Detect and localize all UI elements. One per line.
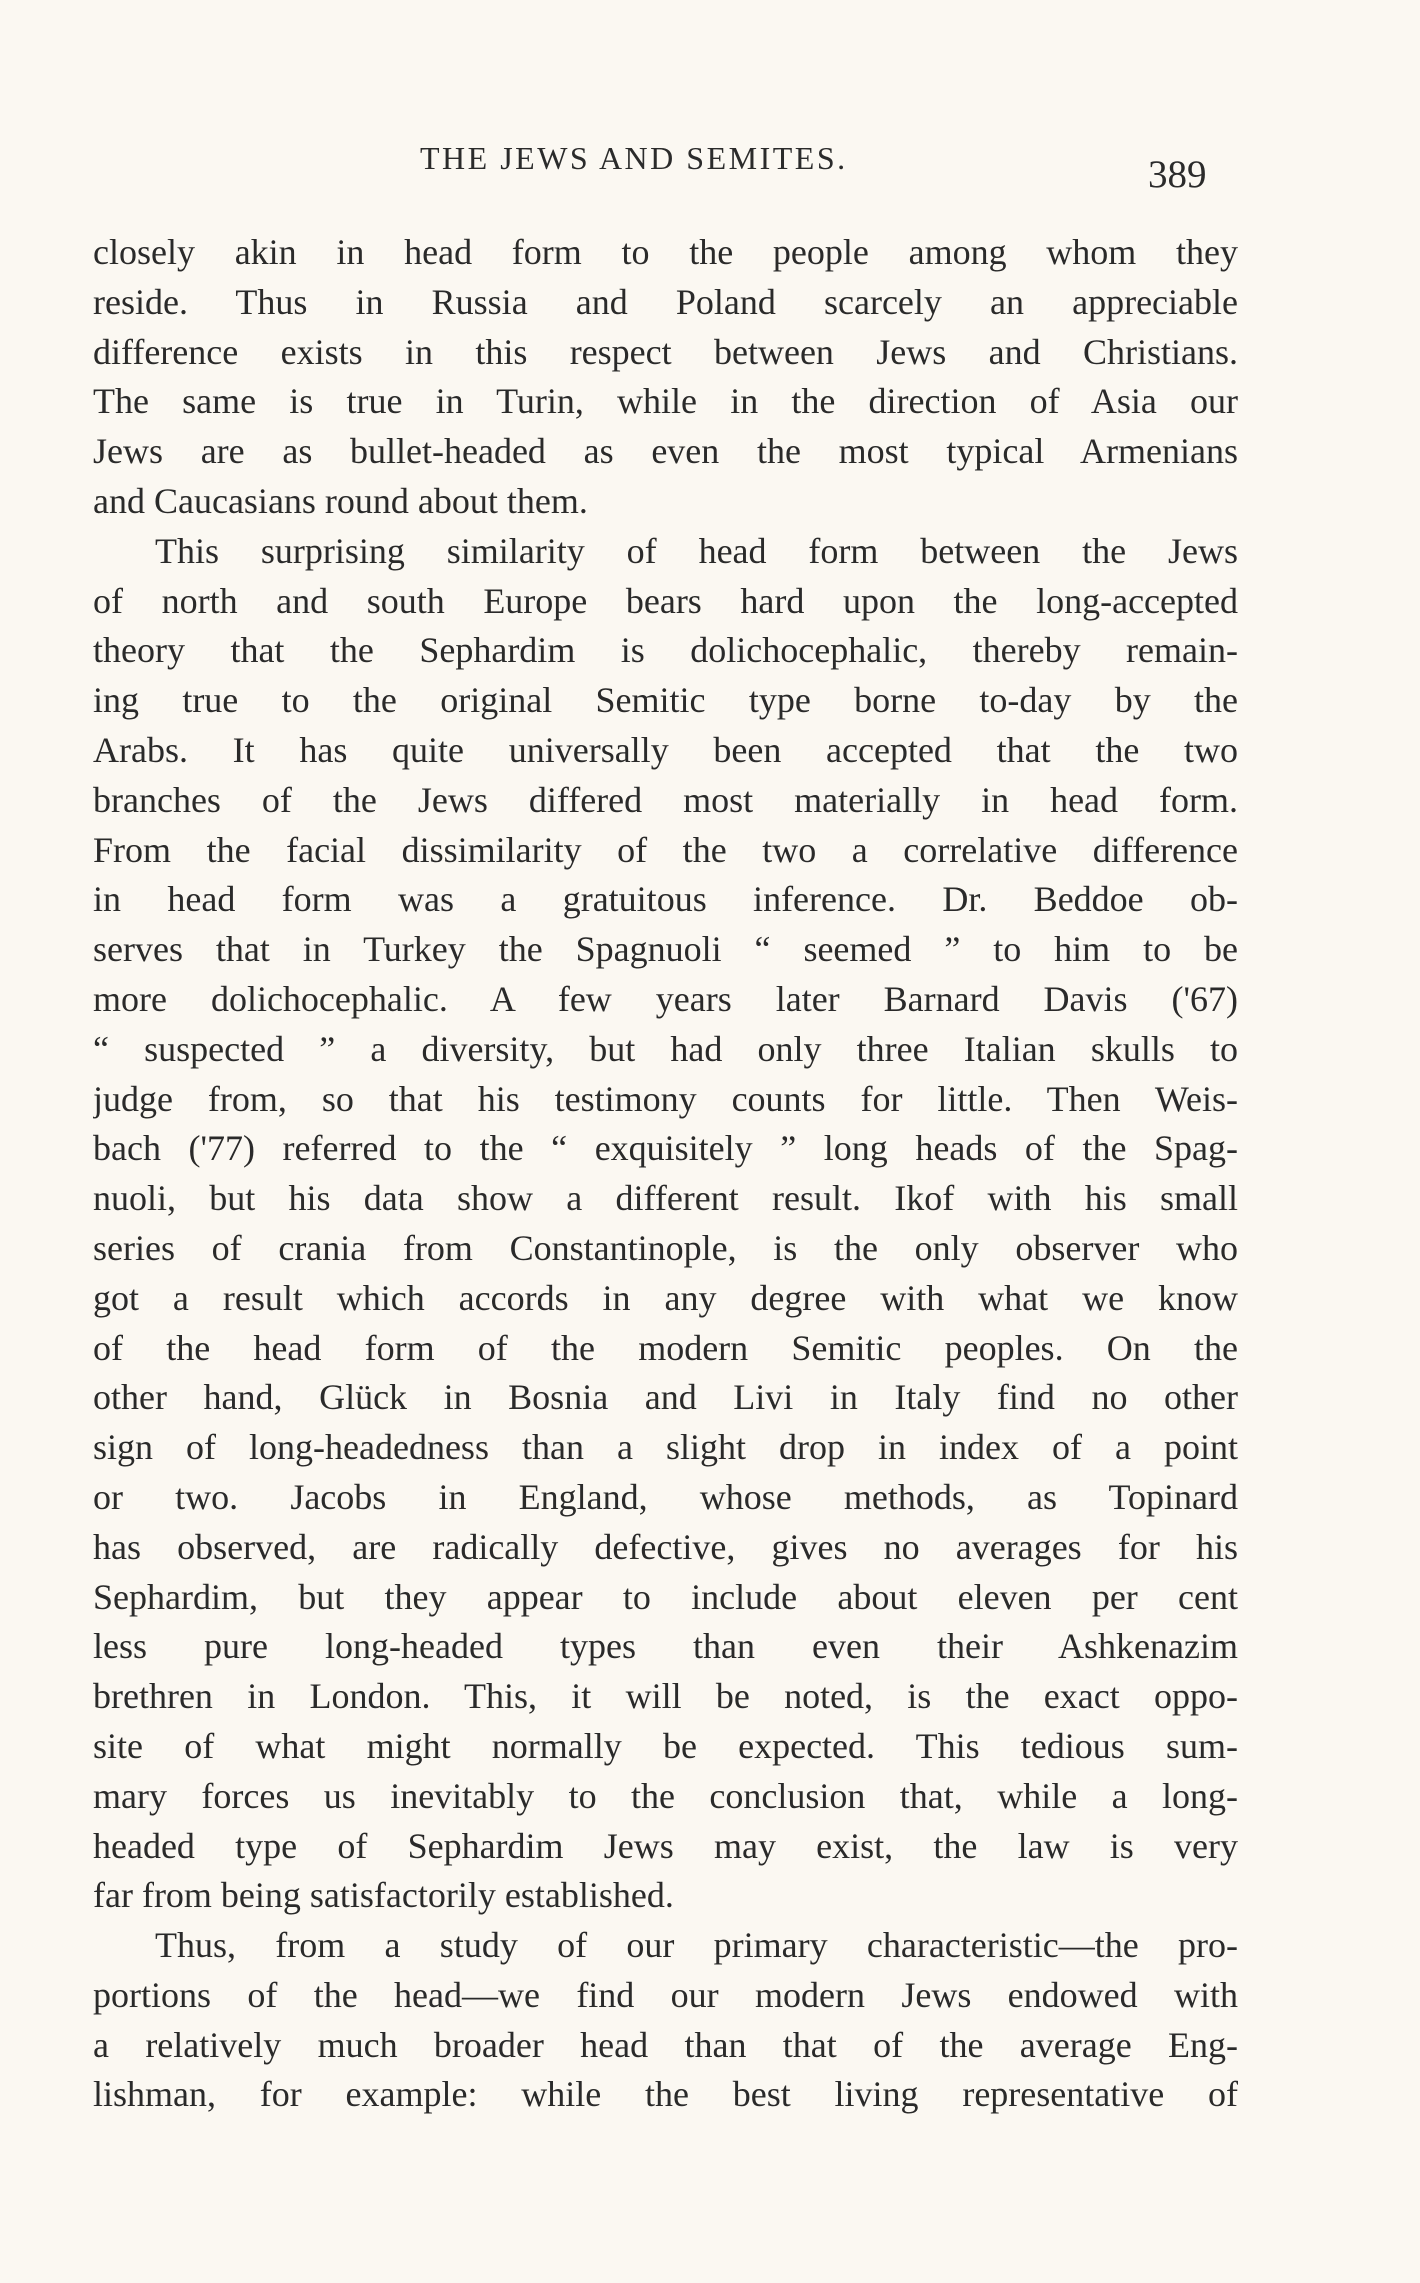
text-line: nuoli, but his data show a different result. Ikof with his small — [93, 1178, 1238, 1219]
text-line: a relatively much broader head than that of the average Eng- — [93, 2024, 1238, 2065]
text-line: site of what might normally be expected. This tedious sum- — [93, 1725, 1238, 1766]
text-line: This surprising similarity of head form between the Jews — [155, 530, 1238, 571]
text-line: theory that the Sephardim is dolichocephalic, thereby remain- — [93, 630, 1238, 671]
text-line: far from being satisfactorily established. — [93, 1875, 674, 1916]
text-line: bach ('77) referred to the “ exquisitely ” long heads of the Spag- — [93, 1128, 1238, 1169]
text-line: headed type of Sephardim Jews may exist, the law is very — [93, 1825, 1238, 1866]
paragraph-2 — [93, 527, 1238, 1921]
text-line: of the head form of the modern Semitic peoples. On the — [93, 1327, 1238, 1368]
text-line: and Caucasians round about them. — [93, 480, 588, 521]
text-line: Thus, from a study of our primary characteristic—the pro- — [155, 1925, 1238, 1966]
text-line: Sephardim, but they appear to include about eleven per cent — [93, 1576, 1238, 1617]
text-line: in head form was a gratuitous inference. Dr. Beddoe ob- — [93, 879, 1238, 920]
text-line: judge from, so that his testimony counts for little. Then Weis- — [93, 1078, 1238, 1119]
text-line: got a result which accords in any degree with what we know — [93, 1277, 1238, 1318]
text-line: portions of the head—we find our modern Jews endowed with — [93, 1974, 1238, 2015]
text-line: closely akin in head form to the people among whom they — [93, 232, 1238, 272]
page-number: 389 — [1148, 153, 1207, 196]
text-line: serves that in Turkey the Spagnuoli “ seemed ” to him to be — [93, 929, 1238, 970]
paragraph-3 — [93, 1921, 1238, 2120]
text-line: branches of the Jews differed most materially in head form. — [93, 779, 1238, 820]
text-line: ing true to the original Semitic type borne to-day by the — [93, 680, 1238, 721]
text-line: Arabs. It has quite universally been accepted that the two — [93, 729, 1238, 770]
text-line: of north and south Europe bears hard upon the long-accepted — [93, 580, 1238, 621]
text-line: difference exists in this respect between Jews and Christians. — [93, 331, 1238, 372]
text-line: “ suspected ” a diversity, but had only three Italian skulls to — [93, 1028, 1238, 1069]
text-line: or two. Jacobs in England, whose methods, as Topinard — [93, 1476, 1238, 1517]
text-line: series of crania from Constantinople, is the only observer who — [93, 1227, 1238, 1268]
text-line: brethren in London. This, it will be noted, is the exact oppo- — [93, 1676, 1238, 1717]
text-line: more dolichocephalic. A few years later Barnard Davis ('67) — [93, 978, 1238, 1019]
text-line: From the facial dissimilarity of the two a correlative difference — [93, 829, 1238, 870]
text-line: mary forces us inevitably to the conclusion that, while a long- — [93, 1775, 1238, 1816]
text-line: other hand, Glück in Bosnia and Livi in Italy find no other — [93, 1377, 1238, 1418]
page-header — [0, 140, 1420, 200]
text-line: The same is true in Turin, while in the direction of Asia our — [93, 381, 1238, 422]
text-line: reside. Thus in Russia and Poland scarcely an appreciable — [93, 281, 1238, 322]
body-text — [93, 228, 1238, 2120]
text-line: has observed, are radically defective, gives no averages for his — [93, 1526, 1238, 1567]
text-line: lishman, for example: while the best living representative of — [93, 2074, 1238, 2115]
paragraph-1 — [93, 228, 1238, 527]
running-head: THE JEWS AND SEMITES. — [420, 140, 848, 176]
text-line: less pure long-headed types than even their Ashkenazim — [93, 1626, 1238, 1667]
text-line: sign of long-headedness than a slight drop in index of a point — [93, 1427, 1238, 1468]
text-line: Jews are as bullet-headed as even the most typical Armenians — [93, 431, 1238, 472]
